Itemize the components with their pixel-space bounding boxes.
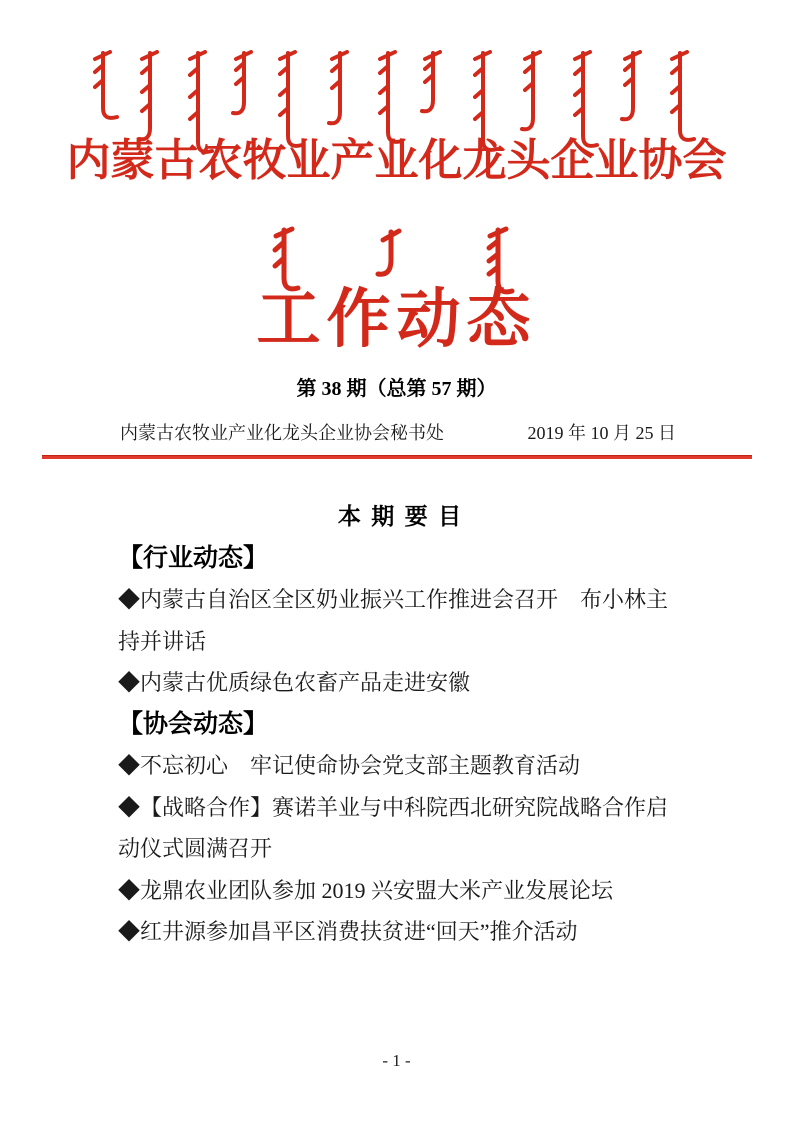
toc-item: ◆内蒙古自治区全区奶业振兴工作推进会召开 布小林主持并讲话 [118, 587, 669, 654]
publisher-name: 内蒙古农牧业产业化龙头企业协会秘书处 [120, 423, 444, 443]
organization-title: 内蒙古农牧业产业化龙头企业协会 [66, 136, 727, 185]
bulletin-title: 工作动态 [256, 284, 537, 355]
toc-item: ◆不忘初心 牢记使命协会党支部主题教育活动 [118, 753, 581, 778]
issue-number: 第 38 期（总第 57 期） [296, 378, 497, 400]
toc-item: ◆红井源参加昌平区消费扶贫进“回天”推介活动 [118, 919, 578, 944]
table-of-contents [118, 496, 683, 953]
section-heading-association: 【协会动态】 [118, 709, 269, 738]
toc-item: ◆内蒙古优质绿色农畜产品走进安徽 [118, 670, 471, 695]
page-number: - 1 - [382, 1051, 411, 1070]
toc-heading: 本 期 要 目 [337, 503, 464, 529]
publisher-row [120, 419, 676, 445]
toc-item: ◆【战略合作】赛诺羊业与中科院西北研究院战略合作启动仪式圆满召开 [118, 794, 669, 861]
section-heading-industry: 【行业动态】 [118, 543, 269, 572]
publish-date: 2019 年 10 月 25 日 [527, 423, 676, 443]
red-divider-rule [42, 455, 752, 459]
toc-item: ◆龙鼎农业团队参加 2019 兴安盟大米产业发展论坛 [118, 877, 614, 903]
